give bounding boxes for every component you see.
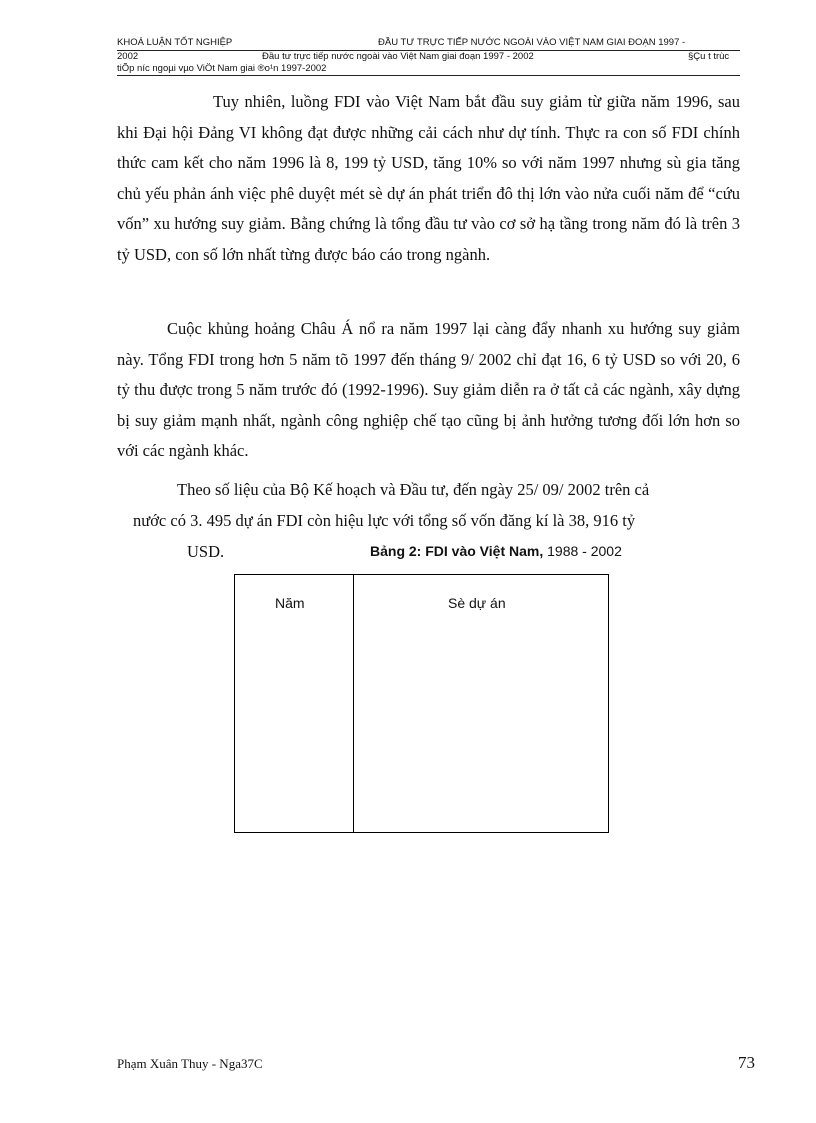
header-line2-mid: Đầu tư trực tiếp nước ngoài vào Việt Nam giai đoạn 1997 - 2002: [262, 51, 534, 62]
paragraph-3-line-2: nước có 3. 495 dự án FDI còn hiệu lực với tổng số vốn đăng kí là 38, 916 tỷ: [133, 511, 636, 530]
page-number: 73: [738, 1053, 755, 1072]
table-caption-title: Bảng 2: FDI vào Việt Nam,: [370, 543, 544, 559]
paragraph-2: Cuộc khủng hoảng Châu Á nổ ra năm 1997 lại càng đẩy nhanh xu hướng suy giảm này. Tổng FDI trong hơn 5 năm tõ 1997 đến tháng 9/ 2002 chỉ đạt 16, 6 tỷ USD so với 20, 6 tỷ thu được trong 5 năm trước đó (1992-1996). Suy giảm diễn ra ở tất cả các ngành, xây dựng bị suy giảm mạnh nhất, ngành công nghiệp chế tạo cũng bị ảnh hưởng tương đối lớn hơn so với các ngành khác.: [117, 319, 740, 460]
paragraph-3-line-3: USD.: [187, 542, 225, 561]
table-header-projects: Sè dự án: [448, 595, 506, 611]
fdi-table: [234, 574, 609, 833]
header-line2-left: 2002: [117, 51, 139, 62]
paragraph-1: Tuy nhiên, luồng FDI vào Việt Nam bắt đầu suy giảm từ giữa năm 1996, sau khi Đại hội Đảng VI không đạt được những cải cách như dự tính. Thực ra con số FDI chính thức cam kết cho năm 1996 là 8, 199 tỷ USD, tăng 10% so với năm 1997 nhưng sù gia tăng chủ yếu phản ánh việc phê duyệt mét sè dự án phát triển đô thị lớn vào nửa cuối năm để “cứu vốn” xu hướng suy giảm. Bằng chứng là tổng đầu tư vào cơ sở hạ tầng trong năm đó là trên 3 tỷ USD, con số lớn nhất từng được báo cáo trong ngành.: [117, 92, 740, 264]
footer-author: Phạm Xuân Thuy - Nga37C: [117, 1056, 263, 1071]
table-caption-years: 1988 - 2002: [543, 543, 622, 559]
header-rule-2: [117, 75, 740, 76]
header-line2-right: §Çu t trùc: [688, 51, 730, 62]
table-header-year: Năm: [275, 595, 305, 611]
table-column-divider: [353, 575, 354, 832]
header-line3: tiÕp níc ngoµi vµo ViÖt Nam giai ®o¹n 1997-2002: [117, 63, 327, 74]
table-caption: [370, 543, 622, 559]
header-right: ĐẦU TƯ TRỰC TIẾP NƯỚC NGOÀI VÀO VIỆT NAM GIAI ĐOẠN 1997 -: [378, 37, 686, 48]
header-left: KHOÁ LUẬN TỐT NGHIỆP: [117, 37, 233, 48]
paragraph-3-line-1: Theo số liệu của Bộ Kế hoạch và Đầu tư, đến ngày 25/ 09/ 2002 trên cả: [177, 480, 650, 499]
